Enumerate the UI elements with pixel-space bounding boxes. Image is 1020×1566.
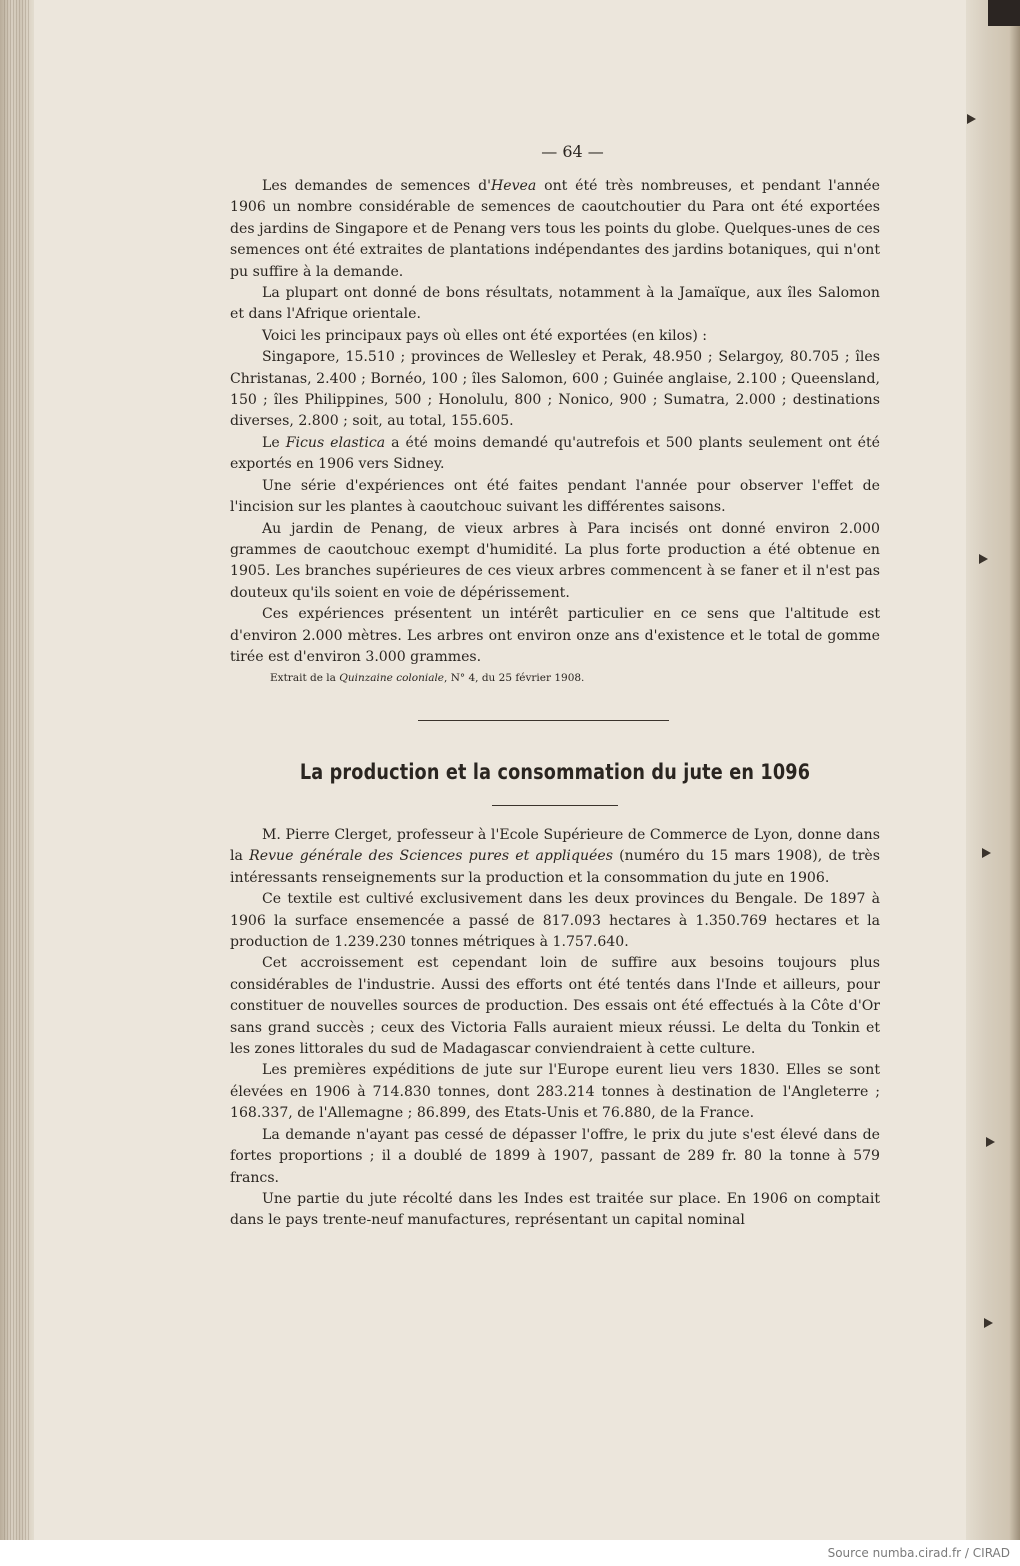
text: , N° 4, du 25 février 1908. bbox=[444, 672, 585, 685]
margin-mark-icon bbox=[979, 554, 988, 564]
source-credit: Source numba.cirad.fr / CIRAD bbox=[827, 1546, 1010, 1560]
paragraph: Cet accroissement est cependant loin de suffire aux besoins toujours plus considérables de l'industrie. Aussi des efforts ont été tentés dans l'Inde et ailleurs, pour constituer de nouvelles sources de production. Des essais ont été effectués à la Côte d'Or sans grand succès ; ceux des Victoria Falls auraient mieux réussi. Le delta du Tonkin et les zones littorales du sud de Madagascar conviendraient à cette culture. bbox=[230, 955, 880, 1058]
paragraph: Voici les principaux pays où elles ont été exportées (en kilos) : bbox=[262, 327, 708, 344]
paragraph: Les premières expéditions de jute sur l'Europe eurent lieu vers 1830. Elles se sont élevées en 1906 à 714.830 tonnes, dont 283.214 tonnes à destination de l'Angleterre ; 168.337, de l'Allemagne ; 86.899, des Etats-Unis et 76.880, de la France. bbox=[230, 1062, 880, 1122]
paragraph: Ce textile est cultivé exclusivement dans les deux provinces du Bengale. De 1897 à 1906 la surface ensemencée a passé de 817.093 hectares à 1.350.769 hectares et la production de 1.239.230 tonnes métriques à 1.757.640. bbox=[230, 891, 880, 951]
article-jute bbox=[230, 825, 880, 1232]
paragraph: Singapore, 15.510 ; provinces de Wellesley et Perak, 48.950 ; Selargoy, 80.705 ; îles Christanas, 2.400 ; Bornéo, 100 ; îles Salomon, 600 ; Guinée anglaise, 2.100 ; Queensland, 150 ; îles Philippines, 500 ; Honolulu, 800 ; Nonico, 900 ; Sumatra, 2.000 ; destinations diverses, 2.800 ; soit, au total, 155.605. bbox=[230, 349, 880, 430]
title-underline bbox=[492, 805, 618, 806]
book-corner bbox=[988, 0, 1020, 26]
paragraph: Ces expériences présentent un intérêt particulier en ce sens que l'altitude est d'environ 2.000 mètres. Les arbres ont environ onze ans d'existence et le total de gomme tirée est d'environ 3.000 grammes. bbox=[230, 606, 880, 665]
margin-mark-icon bbox=[982, 848, 991, 858]
text: (numéro du 15 mars 1908), de très intéressants renseignements sur la production et la consommation du jute en 1906. bbox=[230, 848, 881, 886]
page-number: — 64 — bbox=[541, 142, 604, 161]
section-divider bbox=[418, 720, 669, 721]
margin-mark-icon bbox=[984, 1318, 993, 1328]
book-edge-left bbox=[0, 0, 34, 1540]
margin-mark-icon bbox=[967, 114, 976, 124]
paragraph bbox=[230, 176, 880, 283]
paragraph: Au jardin de Penang, de vieux arbres à Para incisés ont donné environ 2.000 grammes de caoutchouc exempt d'humidité. La plus forte production a été obtenue en 1905. Les branches supérieures de ces vieux arbres commencent à se faner et il n'est pas douteux qu'ils soient en voie de dépérissement. bbox=[230, 520, 880, 601]
text: ont été très nombreuses, et pendant l'année 1906 un nombre considérable de semences de caoutchoutier du Para ont été exportées des jardins de Singapore et de Penang vers tous les points du globe. Quelques-unes de ces semences ont été extraites de plantations indépendantes des jardins botaniques, qui n'ont pu suffire à la demande. bbox=[230, 178, 880, 280]
italic-term: Quinzaine coloniale bbox=[339, 672, 445, 685]
paragraph bbox=[230, 825, 880, 889]
text: Les demandes de semences d' bbox=[262, 178, 491, 194]
margin-mark-icon bbox=[986, 1137, 995, 1147]
article-title: La production et la consommation du jute en 1096 bbox=[299, 760, 811, 784]
italic-term: Ficus elastica bbox=[285, 434, 386, 451]
page-stack-lines bbox=[4, 0, 30, 1540]
article-rubber-seeds bbox=[230, 176, 880, 686]
paragraph: Une partie du jute récolté dans les Indes est traitée sur place. En 1906 on comptait dans le pays trente-neuf manufactures, représentant un capital nominal bbox=[230, 1190, 880, 1229]
text: Extrait de la bbox=[270, 672, 340, 685]
italic-term: Hevea bbox=[490, 178, 537, 194]
text: M. Pierre Clerget, professeur à l'Ecole Supérieure de Commerce de Lyon, donne dans la bbox=[230, 827, 880, 865]
paragraph: La demande n'ayant pas cessé de dépasser l'offre, le prix du jute s'est élevé dans de fortes proportions ; il a doublé de 1899 à 1907, passant de 289 fr. 80 la tonne à 579 francs. bbox=[230, 1126, 880, 1186]
paragraph: Une série d'expériences ont été faites pendant l'année pour observer l'effet de l'incision sur les plantes à caoutchouc suivant les différentes saisons. bbox=[230, 477, 880, 516]
paragraph bbox=[230, 433, 880, 476]
paragraph: La plupart ont donné de bons résultats, notamment à la Jamaïque, aux îles Salomon et dans l'Afrique orientale. bbox=[230, 285, 880, 323]
book-edge-right bbox=[966, 0, 1020, 1540]
text: a été moins demandé qu'autrefois et 500 plants seulement ont été exportés en 1906 vers Sidney. bbox=[230, 434, 880, 473]
text: Le bbox=[262, 434, 286, 451]
source-citation bbox=[230, 670, 880, 686]
footer-bar bbox=[0, 1540, 1020, 1566]
italic-term: Revue générale des Sciences pures et appliquées bbox=[249, 848, 613, 865]
